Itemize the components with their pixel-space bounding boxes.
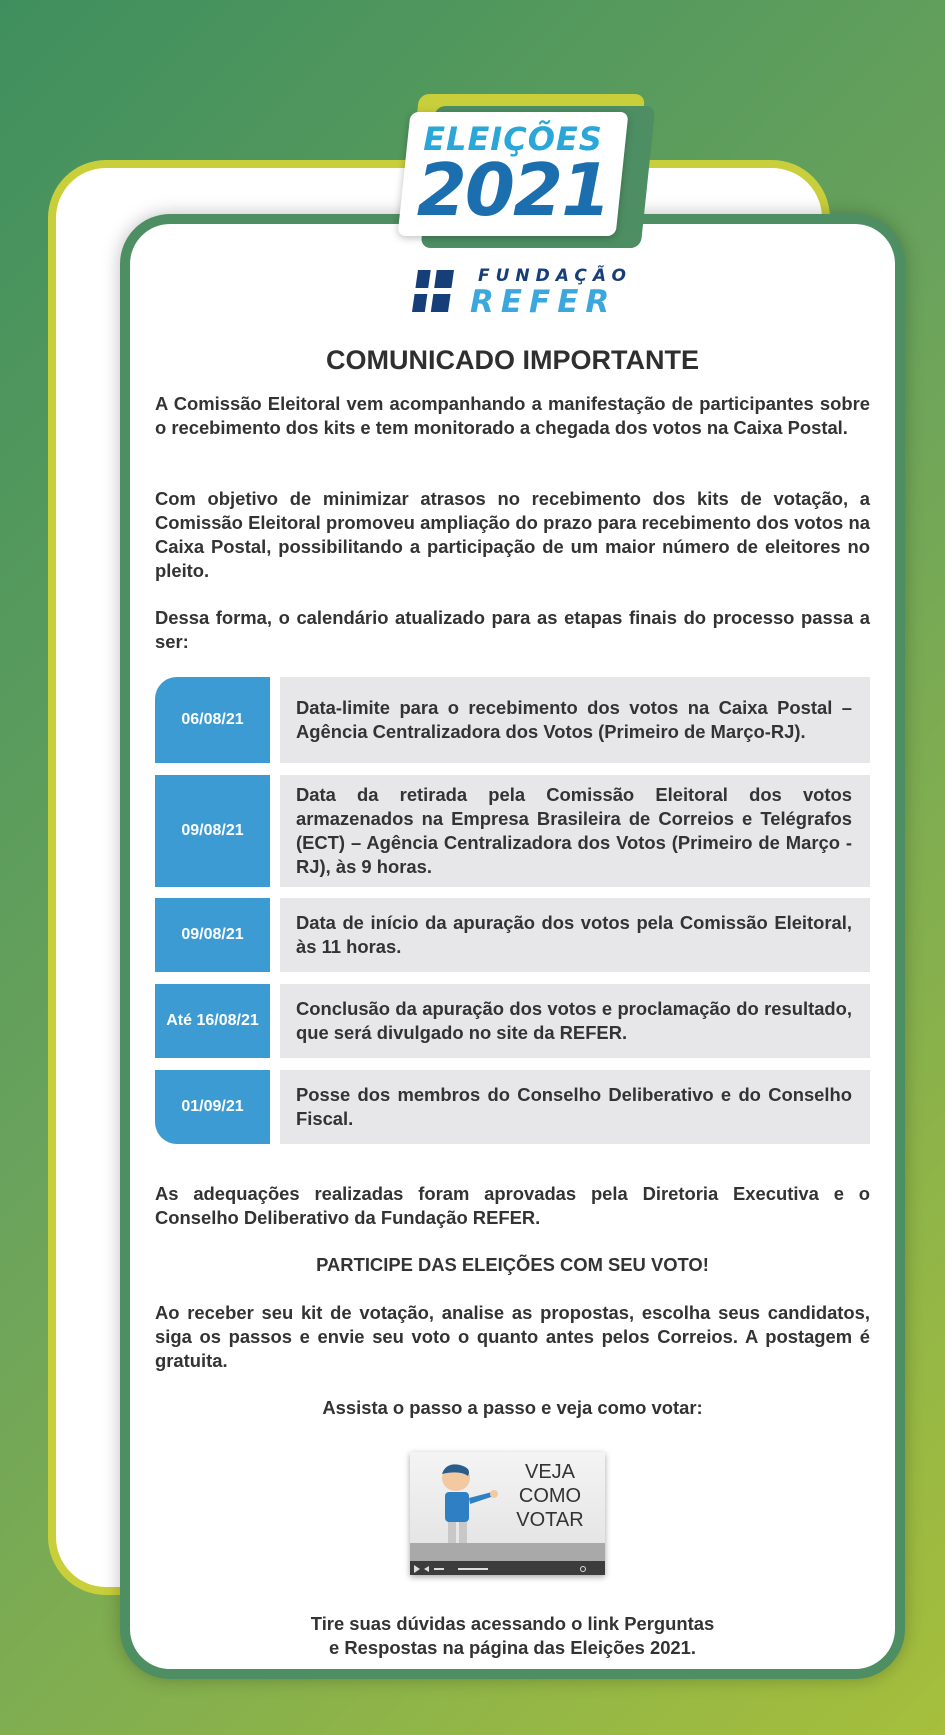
schedule-row [155,775,870,887]
schedule-description: Conclusão da apuração dos votos e proclamação do resultado, que será divulgado no site da REFER. [280,984,870,1058]
schedule-row [155,898,870,972]
schedule-description: Posse dos membros do Conselho Deliberativo e do Conselho Fiscal. [280,1070,870,1144]
badge-title: ELEIÇÕES [423,120,603,158]
schedule-description: Data da retirada pela Comissão Eleitoral dos votos armazenados na Empresa Brasileira de Correios e Telégrafos (ECT) – Agência Centralizadora dos Votos (Primeiro de Março - RJ), às 9 horas. [280,775,870,887]
refer-logo-icon [410,268,458,314]
schedule-description: Data de início da apuração dos votos pela Comissão Eleitoral, às 11 horas. [280,898,870,972]
cta-heading: PARTICIPE DAS ELEIÇÕES COM SEU VOTO! [316,1254,709,1275]
video-title: VEJA COMO VOTAR [516,1461,584,1531]
video-intro-text: Assista o passo a passo e veja como votar: [322,1397,703,1418]
footer-text: Tire suas dúvidas acessando o link Perguntas e Respostas na página das Eleições 2021. [310,1613,715,1658]
logo-text-fundacao: FUNDAÇÃO [478,266,632,286]
paragraph-intro: A Comissão Eleitoral vem acompanhando a manifestação de participantes sobre o recebimento dos kits e tem monitorado a chegada dos votos na Caixa Postal. [155,393,870,438]
badge-year: 2021 [416,148,610,232]
schedule-row [155,1070,870,1144]
schedule-date: 06/08/21 [155,677,270,763]
schedule-description: Data-limite para o recebimento dos votos na Caixa Postal – Agência Centralizadora dos Votos (Primeiro de Março-RJ). [280,677,870,763]
schedule-date: 01/09/21 [155,1070,270,1144]
video-controls[interactable] [410,1561,605,1575]
schedule-date: 09/08/21 [155,898,270,972]
paragraph-calendar-intro: Dessa forma, o calendário atualizado para as etapas finais do processo passa a ser: [155,607,870,652]
page-title: COMUNICADO IMPORTANTE [326,345,699,375]
paragraph-approval: As adequações realizadas foram aprovadas pela Diretoria Executiva e o Conselho Deliberativo da Fundação REFER. [155,1183,870,1228]
paragraph-objective: Com objetivo de minimizar atrasos no recebimento dos kits de votação, a Comissão Eleitoral promoveu ampliação do prazo para recebimento dos votos na Caixa Postal, possibilitando a participação de um maior número de eleitores no pleito. [155,488,870,581]
paragraph-cta: Ao receber seu kit de votação, analise as propostas, escolha seus candidatos, siga os passos e envie seu voto o quanto antes pelos Correios. A postagem é gratuita. [155,1302,870,1371]
video-thumbnail[interactable] [410,1452,605,1575]
schedule-date: Até 16/08/21 [155,984,270,1058]
logo-text-refer: REFER [470,284,617,320]
video-progress-bar [410,1543,605,1561]
schedule-row [155,984,870,1058]
player-controls-icon [410,1562,605,1575]
schedule-date: 09/08/21 [155,775,270,887]
schedule-row [155,677,870,763]
